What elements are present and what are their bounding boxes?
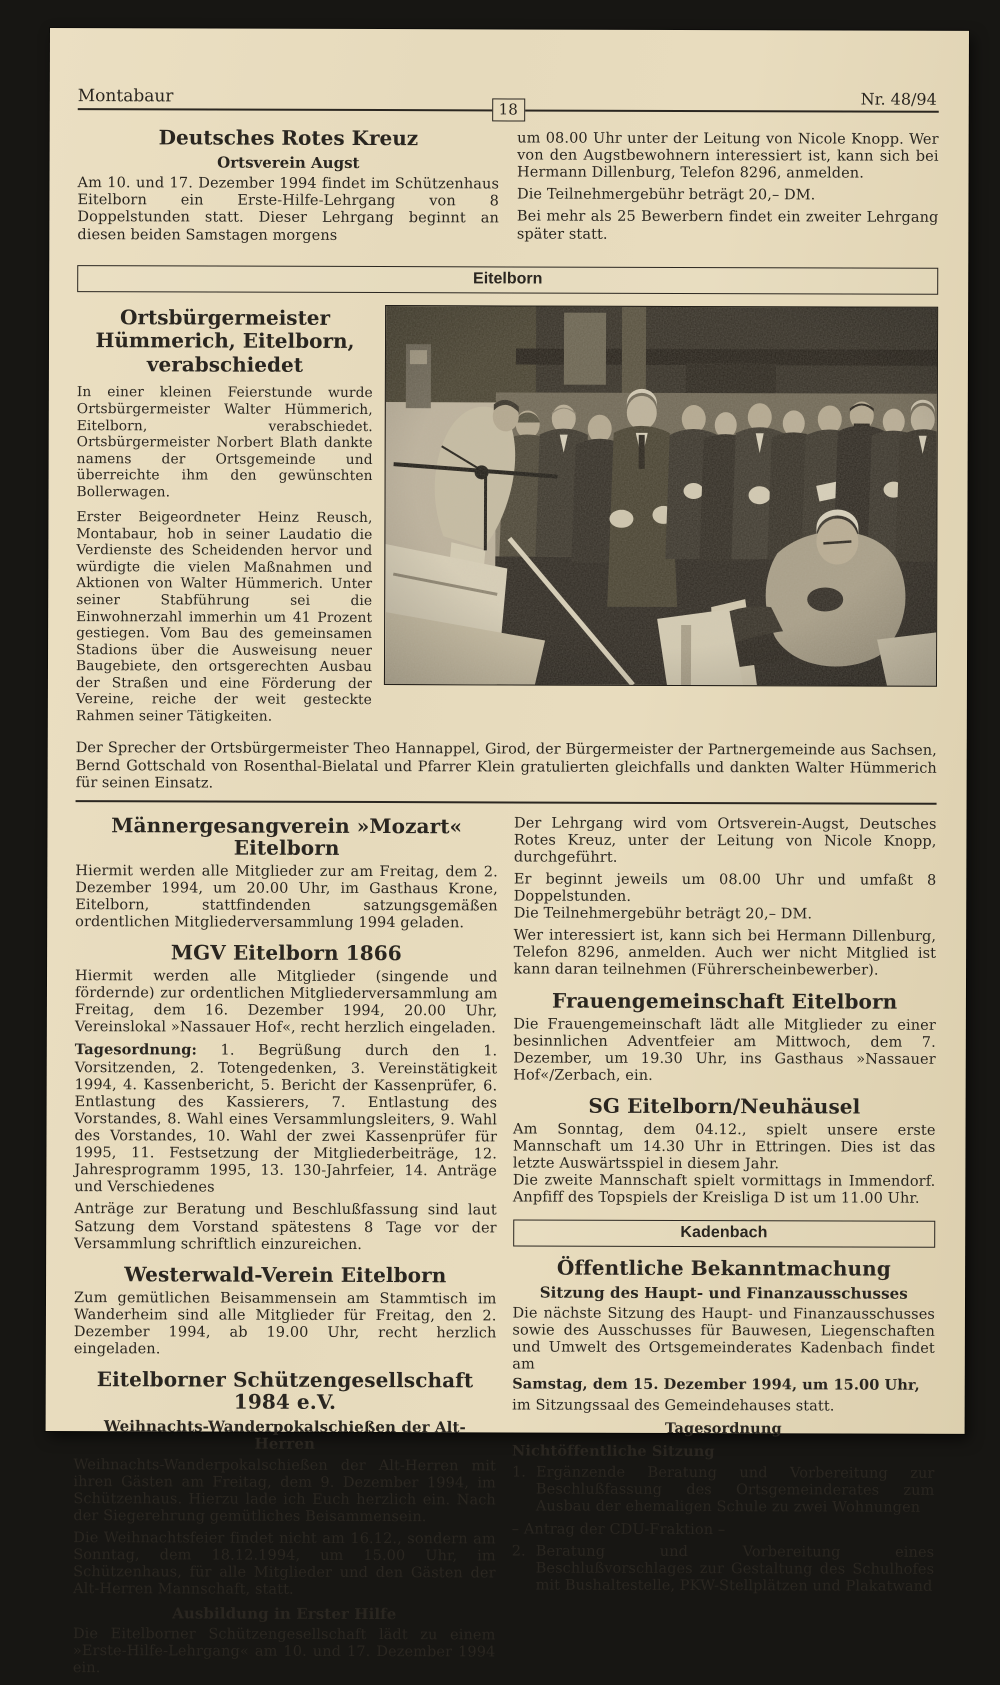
drk-subtitle: Ortsverein Augst <box>78 154 500 173</box>
drk-right-paragraph-1: um 08.00 Uhr unter der Leitung von Nicole Knopp. Wer von den Augstbewohnern interessiert ist, kann sich bei Hermann Dillenburg, Telefon 8296, anmelden. <box>517 130 939 183</box>
frauen-title: Frauengemeinschaft Eitelborn <box>513 989 936 1012</box>
lehrgang-paragraph-3: Die Teilnehmergebühr beträgt 20,– DM. <box>514 906 937 924</box>
mgv-title: MGV Eitelborn 1866 <box>75 941 498 964</box>
sg-paragraph-2: Die zweite Mannschaft spielt vormittags in Immendorf. Anpfiff des Topspiels der Kreisliga D ist um 11.00 Uhr. <box>513 1173 936 1209</box>
mgv-paragraph-2: Anträge zur Beratung und Beschlußfassung sind laut Satzung dem Vorstand spätestens 8 Tage vor der Versammlung schriftlich einzureichen. <box>74 1202 497 1255</box>
bekanntmachung-session-type: Nichtöffentliche Sitzung <box>512 1442 935 1460</box>
article-title: Ortsbürgermeister Hümmerich, Eitelborn, verabschiedet <box>77 306 373 378</box>
photo-caption: Der Sprecher der Ortsbürgermeister Theo Hannappel, Girod, der Bürgermeister der Partnergemeinde aus Sachsen, Bernd Gottschald von Rosenthal-Bielatal und Pfarrer Klein gratulierten gleichfalls und dankten Walter Hümmerich für seinen Einsatz. <box>76 740 937 795</box>
section-drk <box>77 126 938 251</box>
bekanntmachung-title: Öffentliche Bekanntmachung <box>513 1256 936 1279</box>
masthead <box>78 84 939 119</box>
drk-left-paragraph: Am 10. und 17. Dezember 1994 findet im Schützenhaus Eitelborn ein Erste-Hilfe-Lehrgang von 8 Doppelstunden statt. Dieser Lehrgang beginnt an diesen beiden Samstagen morgens <box>77 175 499 245</box>
bekanntmachung-date: Samstag, dem 15. Dezember 1994, um 15.00 Uhr, <box>512 1376 935 1394</box>
agenda-item-2: 2. Beratung und Vorbereitung eines Beschlußvorschlages zur Gestaltung des Schulhofes mit Bushaltestelle, PKW-Stellplätzen und Plakatwand <box>512 1544 935 1597</box>
mgv-agenda: Tagesordnung: 1. Begrüßung durch den 1. Vorsitzenden, 2. Totengedenken, 3. Vereinstätigkeit 1994, 4. Kassenbericht, 5. Bericht der Kassenprüfer, 6. Entlastung des Kassierers, 7. Entlastung des Vorstandes, 8. Wahl eines Versammlungsleiters, 9. Wahl des Vorstandes, 10. Wahl der zwei Kassenprüfer für 1995, 11. Festsetzung der Mitgliederbeiträge, 12. Jahresprogramm 1995, 13. 130-Jahrfeier, 14. Anträge und Verschiedenes <box>74 1042 497 1198</box>
right-column <box>511 815 936 1685</box>
drk-right-paragraph-2: Die Teilnehmergebühr beträgt 20,– DM. <box>517 187 939 205</box>
masthead-issue: Nr. 48/94 <box>861 90 937 109</box>
sg-paragraph-1: Am Sonntag, dem 04.12., spielt unsere erste Mannschaft um 14.30 Uhr in Ettringen. Dies ist das letzte Auswärtsspiel in diesem Jahr. <box>513 1121 936 1174</box>
mgv-paragraph-1: Hiermit werden alle Mitglieder (singende und fördernde) zur ordentlichen Mitgliederversammlung am Freitag, dem 16. Dezember 1994, 20.00 Uhr, Vereinslokal »Nassauer Hof«, recht herzlich eingeladen. <box>75 968 498 1038</box>
schuetzen-paragraph-3: Die Eitelborner Schützengesellschaft lädt zu einem »Erste-Hilfe-Lehrgang« am 10. und 17. Dezember 1994 ein. <box>73 1626 496 1679</box>
bekanntmachung-paragraph-1: Die nächste Sitzung des Haupt- und Finanzausschusses sowie des Ausschusses für Bauwesen, Liegenschaften und Umwelt des Ortsgemeinderates Kadenbach findet am <box>512 1305 935 1375</box>
banner-eitelborn: Eitelborn <box>77 265 938 295</box>
bekanntmachung-paragraph-2: im Sitzungssaal des Gemeindehauses statt. <box>512 1398 935 1416</box>
lehrgang-paragraph-4: Wer interessiert ist, kann sich bei Hermann Dillenburg, Telefon 8296, anmelden. Auch wer nicht Mitglied ist kann daran teilnehmen (Führerscheinbewerber). <box>514 928 937 981</box>
sg-title: SG Eitelborn/Neuhäusel <box>513 1094 936 1117</box>
mozart-title: Männergesangverein »Mozart« Eitelborn <box>75 814 498 859</box>
separator-rule <box>76 800 937 805</box>
lehrgang-paragraph-2: Er beginnt jeweils um 08.00 Uhr und umfaßt 8 Doppelstunden. <box>514 871 937 907</box>
masthead-town: Montabaur <box>78 86 174 106</box>
agenda-item-1-note: – Antrag der CDU-Fraktion – <box>512 1521 935 1539</box>
westerwald-paragraph: Zum gemütlichen Beisammensein am Stammtisch im Wanderheim sind alle Mitglieder für Freitag, den 2. Dezember 1994, ab 19.00 Uhr, recht herzlich eingeladen. <box>74 1290 497 1360</box>
schuetzen-sub-2: Ausbildung in Erster Hilfe <box>73 1605 496 1624</box>
schuetzen-title: Eitelborner Schützengesellschaft 1984 e.V. <box>74 1368 497 1413</box>
page-number: 18 <box>492 98 525 121</box>
article-huemmerich <box>76 304 938 736</box>
lehrgang-paragraph-1: Der Lehrgang wird vom Ortsverein-Augst, Deutsches Rotes Kreuz, unter der Leitung von Nicole Knopp, durchgeführt. <box>514 815 937 868</box>
photo-farewell-ceremony <box>384 305 938 687</box>
agenda-item-1: 1. Ergänzende Beratung und Vorbereitung zur Beschlußfassung des Ortsgemeinderates zum Ausbau der ehemaligen Schule zu zwei Wohnungen <box>512 1464 935 1517</box>
article-paragraph-1: In einer kleinen Feierstunde wurde Ortsbürgermeister Walter Hümmerich, Eitelborn, verabschiedet. Ortsbürgermeister Norbert Blath dankte namens der Ortsgemeinde und überreichte ihm den gewünschten Bollerwagen. <box>77 385 373 502</box>
left-column <box>73 814 498 1684</box>
drk-title: Deutsches Rotes Kreuz <box>78 126 500 149</box>
newspaper-page <box>46 28 969 1434</box>
bekanntmachung-sub: Sitzung des Haupt- und Finanzausschusses <box>513 1284 936 1303</box>
mozart-paragraph: Hiermit werden alle Mitglieder zur am Freitag, dem 2. Dezember 1994, um 20.00 Uhr, im Gasthaus Krone, Eitelborn, stattfindenden satzungsgemäßen ordentlichen Mitgliederversammlung 1994 geladen. <box>75 863 498 933</box>
schuetzen-paragraph-1: Weihnachts-Wanderpokalschießen der Alt-Herren mit ihren Gästen am Freitag, dem 9. Dezember 1994, im Schützenhaus. Hierzu lade ich Euch herzlich ein. Nach der Siegerehrung gemütliches Beisammensein. <box>73 1457 496 1527</box>
banner-kadenbach: Kadenbach <box>513 1219 936 1247</box>
bekanntmachung-agenda-title: Tagesordnung <box>512 1420 935 1438</box>
westerwald-title: Westerwald-Verein Eitelborn <box>74 1263 497 1286</box>
schuetzen-paragraph-2: Die Weihnachtsfeier findet nicht am 16.12., sondern am Sonntag, dem 18.12.1994, um 15.00 Uhr, im Schützenhaus, für alle Mitglieder und den Gästen der Alt-Herren Mannschaft, statt. <box>73 1530 496 1600</box>
photo-illustration <box>385 306 938 686</box>
article-paragraph-2: Erster Beigeordneter Heinz Reusch, Montabaur, hob in seiner Laudatio die Verdienste des Scheidenden hervor und würdigte die vielen Maßnahmen und Aktionen von Walter Hümmerich. Unter seiner Stabführung sei die Einwohnerzahl immerhin um 41 Prozent gestiegen. Vom Bau des gemeinsamen Stadions über die Ausweisung neuer Baugebiete, den ortsgerechten Ausbau der Straßen und eine Förderung der Vereine, reiche der weit gesteckte Rahmen seiner Tätigkeiten. <box>76 509 373 725</box>
frauen-paragraph: Die Frauengemeinschaft lädt alle Mitglieder zu einer besinnlichen Adventfeier am Mittwoch, dem 7. Dezember, um 19.30 Uhr, ins Gasthaus »Nassauer Hof«/Zerbach, ein. <box>513 1016 936 1086</box>
schuetzen-sub-1: Weihnachts-Wanderpokalschießen der Alt-Herren <box>74 1418 497 1454</box>
drk-right-paragraph-3: Bei mehr als 25 Bewerbern findet ein zweiter Lehrgang später statt. <box>517 209 939 245</box>
